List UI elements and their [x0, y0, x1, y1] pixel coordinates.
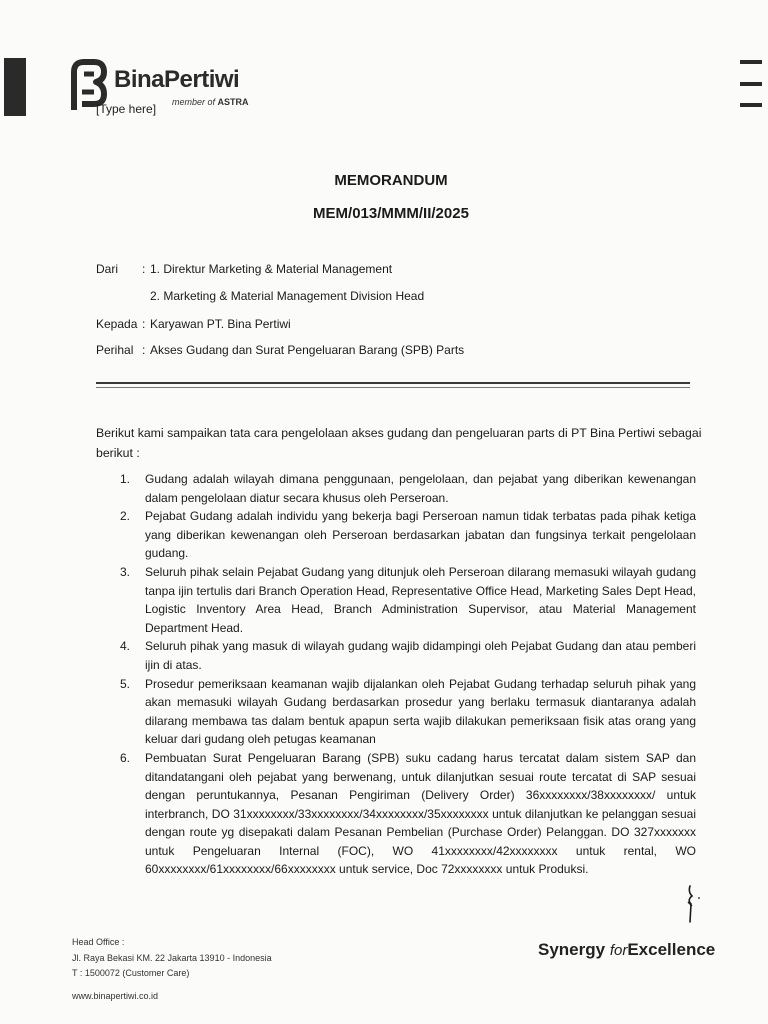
header-divider-secondary — [96, 387, 690, 388]
memo-number: MEM/013/MMM/II/2025 — [313, 205, 469, 222]
footer-phone: T : 1500072 (Customer Care) — [72, 968, 190, 978]
footer-head-office: Head Office : — [72, 937, 125, 947]
footer-tagline: Synergy forExcellence — [538, 940, 716, 959]
list-item — [96, 563, 696, 637]
signature-initial — [678, 884, 702, 924]
scan-dash-mark — [740, 60, 762, 64]
list-item — [96, 749, 696, 879]
list-item — [96, 470, 696, 507]
header-divider — [96, 382, 690, 384]
list-item-text: Seluruh pihak yang masuk di wilayah gudang wajib didampingi oleh Pejabat Gudang dan atau pemberi ijin di atas. — [145, 639, 696, 672]
intro-paragraph: Berikut kami sampaikan tata cara pengelolaan akses gudang dan pengeluaran parts di PT Bina Pertiwi sebagai berikut : — [96, 426, 702, 460]
field-label-perihal: Perihal — [96, 343, 134, 357]
list-item-number: 4. — [120, 639, 131, 654]
field-colon: : — [142, 262, 146, 276]
list-item-number: 3. — [120, 564, 131, 579]
list-item-text: Gudang adalah wilayah dimana penggunaan, pengelolaan, dan pejabat yang diberikan kewenangan dalam pengelolaan diatur secara khusus oleh Perseroan. — [145, 472, 696, 505]
field-colon: : — [142, 343, 146, 357]
field-colon: : — [142, 317, 146, 331]
field-label-dari: Dari — [96, 262, 119, 276]
list-item-number: 1. — [120, 472, 131, 486]
field-value-dari-2: 2. Marketing & Material Management Division Head — [150, 289, 425, 303]
list-item — [96, 507, 696, 563]
field-label-kepada: Kepada — [96, 317, 138, 331]
list-item-number: 2. — [120, 509, 131, 524]
field-value-perihal: Akses Gudang dan Surat Pengeluaran Barang (SPB) Parts — [150, 343, 465, 357]
list-item-text: Pejabat Gudang adalah individu yang bekerja bagi Perseroan namun tidak terbatas pada pihak ketiga yang diberikan kewenangan oleh Perseroan berdasarkan jabatan dan fungsinya terkait pengelolaan gudang. — [145, 509, 696, 561]
brand-name: BinaPertiwi — [114, 66, 240, 93]
memo-title: MEMORANDUM — [334, 172, 448, 189]
list-item-text: Prosedur pemeriksaan keamanan wajib dijalankan oleh Pejabat Gudang terhadap seluruh pihak yang akan memasuki wilayah Gudang berdasarkan prosedur yang berlaku termasuk diantaranya adalah dilarang membawa tas dalam bentuk apapun serta wajib dilakukan pemeriksaan fisik atas orang yang keluar dari gudang oleh petugas keamanan — [145, 676, 696, 747]
brand-member-of: member of ASTRA — [172, 97, 249, 107]
footer-website[interactable]: www.binapertiwi.co.id — [72, 991, 159, 1001]
list-item — [96, 675, 696, 749]
procedure-list — [96, 470, 696, 879]
list-item-number: 5. — [120, 676, 131, 691]
scan-dash-mark — [740, 103, 762, 107]
scan-dash-mark — [740, 82, 762, 86]
footer-address: Jl. Raya Bekasi KM. 22 Jakarta 13910 - Indonesia — [72, 953, 272, 963]
scan-edge-mark — [4, 58, 26, 116]
list-item-text: Pembuatan Surat Pengeluaran Barang (SPB) suku cadang harus tercatat dalam sistem SAP dan ditandatangani oleh pejabat yang berwenang, untuk dilanjutkan sesuai route tercatat di SAP sesuai dengan peruntukannya, Pesanan Pengiriman (Delivery Order) 36xxxxxxxx/38xxxxxxxx/ untuk interbranch, DO 31xxxxxxxx/33xxxxxxxx/34xxxxxxxx/35xxxxxxxx untuk dilanjutkan ke pelanggan sesuai dengan route yg disepakati dalam Pesanan Pembelian (Purchase Order) Pelanggan. DO 327xxxxxxx untuk Pengeluaran Internal (FOC), WO 41xxxxxxxx/42xxxxxxxx untuk rental, WO 60xxxxxxxx/61xxxxxxxx/66xxxxxxxx untuk service, Doc 72xxxxxxxx untuk Produksi. — [145, 750, 696, 877]
header-placeholder: [Type here] — [96, 102, 157, 116]
list-item-number: 6. — [120, 750, 131, 765]
field-value-dari-1: 1. Direktur Marketing & Material Management — [150, 262, 393, 276]
list-item-text: Seluruh pihak selain Pejabat Gudang yang ditunjuk oleh Perseroan dilarang memasuki wilayah gudang tanpa ijin tertulis dari Branch Operation Head, Representative Office Head, Marketing Sales Dept Head, Logistic Inventory Area Head, Branch Administration Supervisor, atau Material Management Department Head. — [145, 564, 696, 635]
field-value-kepada: Karyawan PT. Bina Pertiwi — [150, 317, 291, 331]
list-item — [96, 637, 696, 674]
